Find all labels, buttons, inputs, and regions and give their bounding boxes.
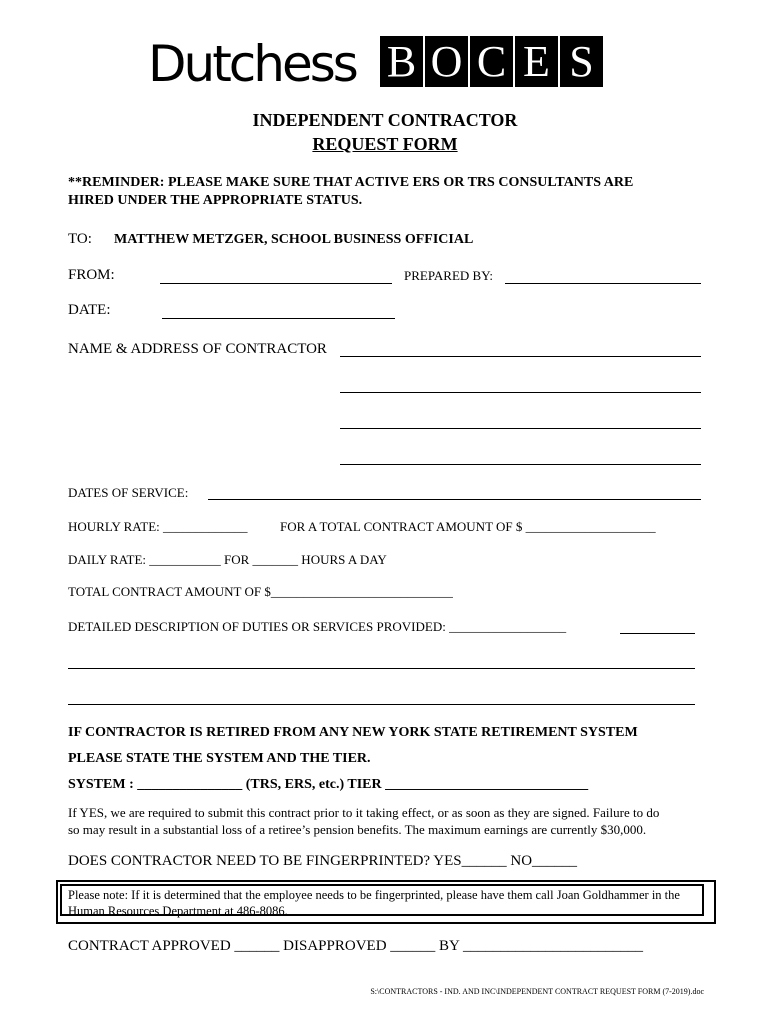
- notice-box: Please note: If it is determined that the employee needs to be fingerprinted, please have them call Joan Goldhammer in the Human Resources Department at 486-8086.: [60, 884, 704, 916]
- to-label: TO:: [68, 231, 92, 247]
- duties-field-line-2[interactable]: [68, 704, 695, 705]
- logo-letter: S: [560, 36, 603, 87]
- logo-letter: B: [380, 36, 423, 87]
- duties-field-line-1[interactable]: [68, 668, 695, 669]
- dates-of-service-field[interactable]: [208, 499, 701, 500]
- logo-letter: O: [425, 36, 468, 87]
- footer-file-path: S:\CONTRACTORS - IND. AND INC\INDEPENDENT CONTRACT REQUEST FORM (7-2019).doc: [370, 987, 704, 996]
- system-tier-line: SYSTEM : _______________ (TRS, ERS, etc.) TIER _____________________________: [68, 777, 589, 792]
- if-yes-line-1: If YES, we are required to submit this contract prior to it taking effect, or as soon as they are signed. Failure to do: [68, 805, 660, 820]
- retired-line-2: PLEASE STATE THE SYSTEM AND THE TIER.: [68, 751, 371, 766]
- total-contract-amount-label: FOR A TOTAL CONTRACT AMOUNT OF $ ____________________: [280, 519, 656, 534]
- dates-of-service-label: DATES OF SERVICE:: [68, 485, 189, 500]
- date-field[interactable]: [162, 318, 395, 319]
- contractor-label: NAME & ADDRESS OF CONTRACTOR: [68, 341, 327, 357]
- contractor-field-line-3[interactable]: [340, 428, 701, 429]
- hourly-rate-label: HOURLY RATE: _____________: [68, 519, 248, 534]
- reminder-line-1: **REMINDER: PLEASE MAKE SURE THAT ACTIVE ERS OR TRS CONSULTANTS ARE: [68, 175, 634, 190]
- retired-line-1: IF CONTRACTOR IS RETIRED FROM ANY NEW YORK STATE RETIREMENT SYSTEM: [68, 725, 638, 740]
- total-contract-label: TOTAL CONTRACT AMOUNT OF $____________________________: [68, 584, 453, 599]
- prepared-by-label: PREPARED BY:: [404, 268, 493, 283]
- logo-boces-boxes: [380, 36, 603, 87]
- reminder-line-2: HIRED UNDER THE APPROPRIATE STATUS.: [68, 193, 363, 208]
- logo-wordmark: Dutchess: [148, 35, 356, 93]
- daily-rate-label: DAILY RATE: ___________ FOR _______ HOURS A DAY: [68, 552, 387, 567]
- duties-field-end[interactable]: [620, 633, 695, 634]
- form-subtitle: REQUEST FORM: [312, 134, 458, 154]
- contractor-field-line-1[interactable]: [340, 356, 701, 357]
- contractor-field-line-4[interactable]: [340, 464, 701, 465]
- if-yes-line-2: so may result in a substantial loss of a retiree’s pension benefits. The maximum earnings are currently $30,000.: [68, 822, 647, 837]
- duties-label: DETAILED DESCRIPTION OF DUTIES OR SERVICES PROVIDED: __________________: [68, 619, 567, 634]
- from-field[interactable]: [160, 283, 392, 284]
- to-value: MATTHEW METZGER, SCHOOL BUSINESS OFFICIAL: [114, 232, 474, 247]
- fingerprint-question: DOES CONTRACTOR NEED TO BE FINGERPRINTED? YES______ NO______: [68, 853, 578, 869]
- from-label: FROM:: [68, 267, 115, 283]
- logo-letter: E: [515, 36, 558, 87]
- approval-line: CONTRACT APPROVED ______ DISAPPROVED ______ BY ________________________: [68, 938, 644, 954]
- contractor-field-line-2[interactable]: [340, 392, 701, 393]
- date-label: DATE:: [68, 302, 111, 318]
- prepared-by-field[interactable]: [505, 283, 701, 284]
- form-title: INDEPENDENT CONTRACTOR: [252, 110, 518, 130]
- logo-letter: C: [470, 36, 513, 87]
